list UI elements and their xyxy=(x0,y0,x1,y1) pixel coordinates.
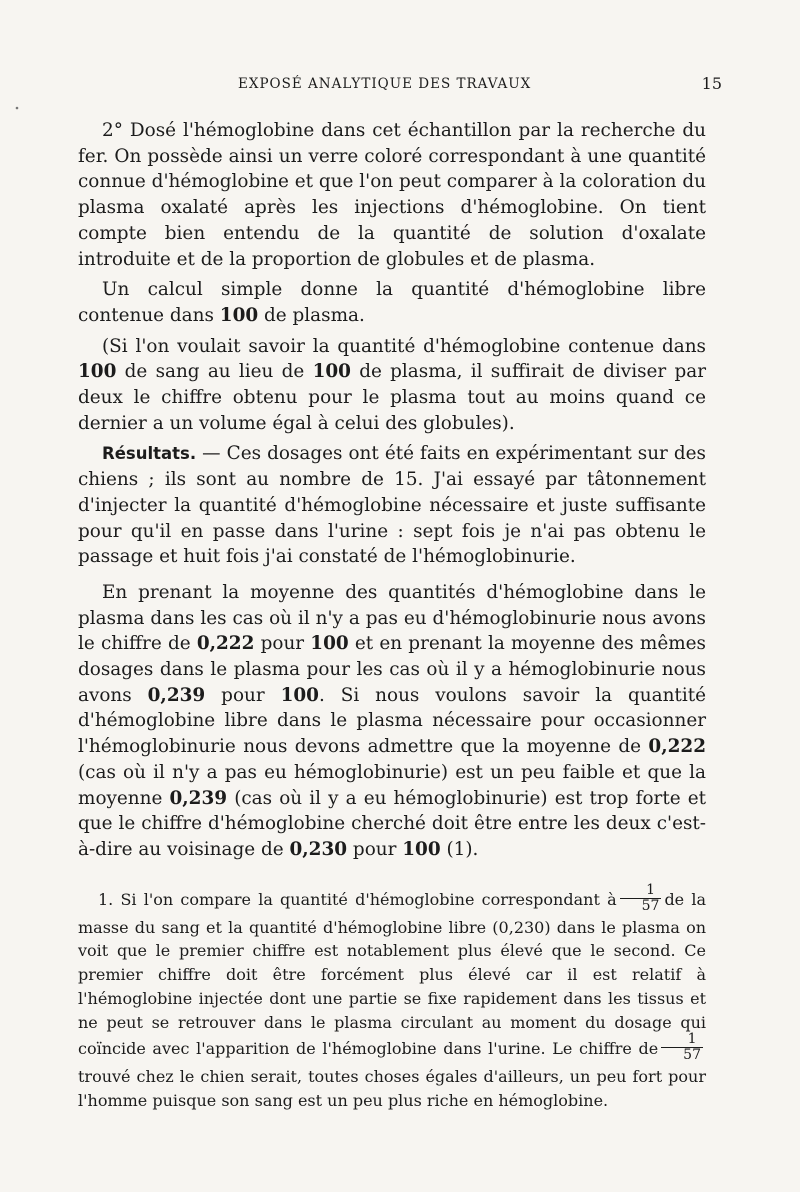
running-header xyxy=(78,68,722,94)
header-title: EXPOSÉ ANALYTIQUE DES TRAVAUX xyxy=(238,76,532,92)
footnote xyxy=(78,881,706,1113)
fraction-one-57-second: $\frac{1}{57}$ xyxy=(661,1032,703,1063)
paragraph-calcul: Un calcul simple donne la quantité d'hémoglobine libre contenue dans 100 de plasma. xyxy=(78,279,706,326)
paragraph-dosage: 2° Dosé l'hémoglobine dans cet échantillon par la recherche du fer. On possède ainsi un verre coloré correspondant à une quantité connue d'hémoglobine et que l'on peut comparer à la coloration du plasma oxalaté après les injections d'hémoglobine. On tient compte bien entendu de la quantité de solution d'oxalate introduite et de la proportion de globules et de plasma. xyxy=(78,120,706,270)
body-text xyxy=(78,118,706,863)
page-number: 15 xyxy=(701,74,722,93)
ink-speck-icon xyxy=(14,105,20,111)
paragraph-sang: (Si l'on voulait savoir la quantité d'hémoglobine contenue dans 100 de sang au lieu de 100 de plasma, il suffirait de diviser par deux le chiffre obtenu pour le plasma tout au moins quand ce dernier a un volume égal à celui des globules). xyxy=(78,335,706,434)
resultats-label: Résultats. xyxy=(102,444,197,464)
footnote-text: 1. Si l'on compare la quantité d'hémoglobine correspondant à $\frac{1}{57}$ de la masse du sang et la quantité d'hémoglobine libre (0,230) dans le plasma on voit que le premier chiffre est notablement plus élevé que le second. Ce premier chiffre doit être forcément plus élevé car il est relatif à l'hémoglobine injectée dont une partie se fixe rapidement dans les tissus et ne peut se retrouver dans le plasma circulant au moment du dosage qui coïncide avec l'apparition de l'hémoglobine dans l'urine. Le chiffre de $\frac{1}{57}$ trouvé chez le chien serait, toutes choses égales d'ailleurs, un peu fort pour l'homme puisque son sang est un peu plus riche en hémoglobine. xyxy=(78,881,706,1110)
fraction-one-57: $\frac{1}{57}$ xyxy=(620,883,662,914)
paragraph-resultats: Résultats. — Ces dosages ont été faits en expérimentant sur des chiens ; ils sont au nombre de 15. J'ai essayé par tâtonnement d'injecter la quantité d'hémoglobine nécessaire et juste suffisante pour qu'il en passe dans l'urine : sept fois je n'ai pas obtenu le passage et huit fois j'ai constaté de l'hémoglobinurie. xyxy=(78,443,706,568)
document-page xyxy=(78,68,722,1113)
paragraph-moyenne: En prenant la moyenne des quantités d'hémoglobine dans le plasma dans les cas où il n'y a pas eu d'hémoglobinurie nous avons le chiffre de 0,222 pour 100 et en prenant la moyenne des mêmes dosages dans le plasma pour les cas où il y a hémoglobinurie nous avons 0,239 pour 100. Si nous voulons savoir la quantité d'hémoglobine libre dans le plasma nécessaire pour occasionner l'hémoglobinurie nous devons admettre que la moyenne de 0,222 (cas où il n'y a pas eu hémoglobinurie) est un peu faible et que la moyenne 0,239 (cas où il y a eu hémoglobinurie) est trop forte et que le chiffre d'hémoglobine cherché doit être entre les deux c'est-à-dire au voisinage de 0,230 pour 100 (1). xyxy=(78,581,706,860)
